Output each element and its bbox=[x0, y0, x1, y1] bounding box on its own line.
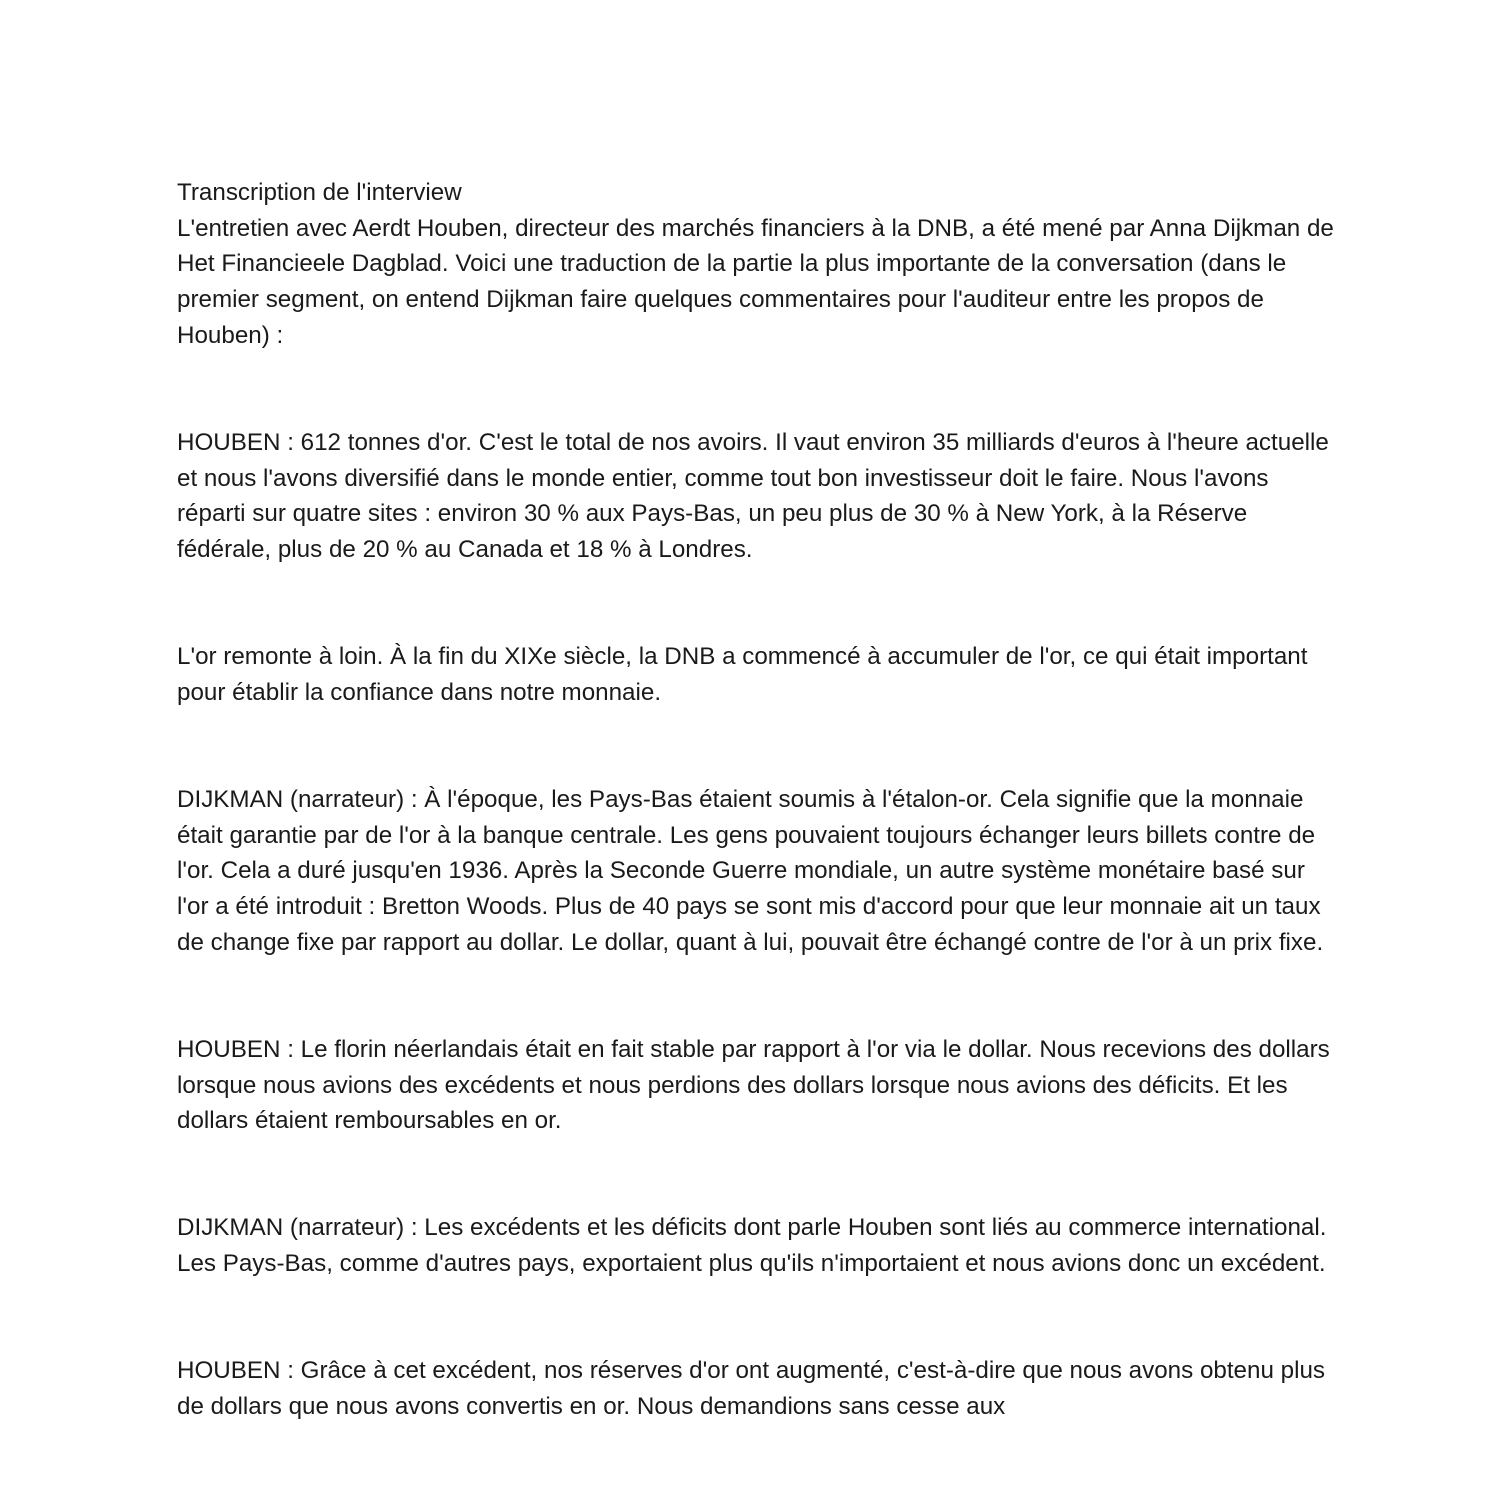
paragraph-houben-reserves: HOUBEN : Grâce à cet excédent, nos réserves d'or ont augmenté, c'est-à-dire que nous avons obtenu plus de dollars que nous avons convertis en or. Nous demandions sans cesse aux bbox=[177, 1357, 1326, 1420]
paragraph-houben-gold-holdings: HOUBEN : 612 tonnes d'or. C'est le total de nos avoirs. Il vaut environ 35 milliards d'euros à l'heure actuelle et nous l'avons diversifié dans le monde entier, comme tout bon investisseur doit le faire. Nous l'avons réparti sur quatre sites : environ 30 % aux Pays-Bas, un peu plus de 30 % à New York, à la Réserve fédérale, plus de 20 % au Canada et 18 % à Londres. bbox=[177, 428, 1329, 564]
paragraph-houben-florin: HOUBEN : Le florin néerlandais était en fait stable par rapport à l'or via le dollar. Nous recevions des dollars lorsque nous avions des excédents et nous perdions des dollars lorsque nous avions des déficits. Et les dollars étaient remboursables en or. bbox=[177, 1035, 1330, 1135]
paragraph-gap bbox=[177, 960, 1337, 1031]
paragraph-gap bbox=[177, 711, 1337, 782]
paragraph-dijkman-surpluses: DIJKMAN (narrateur) : Les excédents et les déficits dont parle Houben sont liés au commerce international. Les Pays-Bas, comme d'autres pays, exportaient plus qu'ils n'importaient et nous avions donc un excédent. bbox=[177, 1214, 1327, 1278]
paragraph-gold-history: L'or remonte à loin. À la fin du XIXe siècle, la DNB a commencé à accumuler de l'or, ce qui était important pour établir la confiance dans notre monnaie. bbox=[177, 643, 1308, 706]
document-title: Transcription de l'interview bbox=[177, 179, 462, 206]
paragraph-gap bbox=[177, 1282, 1337, 1353]
document-body bbox=[177, 175, 1337, 1425]
paragraph-dijkman-gold-standard: DIJKMAN (narrateur) : À l'époque, les Pays-Bas étaient soumis à l'étalon-or. Cela signifie que la monnaie était garantie par de l'or à la banque centrale. Les gens pouvaient toujours échanger leurs billets contre de l'or. Cela a duré jusqu'en 1936. Après la Seconde Guerre mondiale, un autre système monétaire basé sur l'or a été introduit : Bretton Woods. Plus de 40 pays se sont mis d'accord pour que leur monnaie ait un taux de change fixe par rapport au dollar. Le dollar, quant à lui, pouvait être échangé contre de l'or à un prix fixe. bbox=[177, 785, 1324, 956]
paragraph-gap bbox=[177, 1139, 1337, 1210]
paragraph-gap bbox=[177, 568, 1337, 639]
intro-paragraph: L'entretien avec Aerdt Houben, directeur des marchés financiers à la DNB, a été mené par Anna Dijkman de Het Financieele Dagblad. Voici une traduction de la partie la plus importante de la conversation (dans le premier segment, on entend Dijkman faire quelques commentaires pour l'auditeur entre les propos de Houben) : bbox=[177, 214, 1334, 349]
paragraph-gap bbox=[177, 354, 1337, 425]
